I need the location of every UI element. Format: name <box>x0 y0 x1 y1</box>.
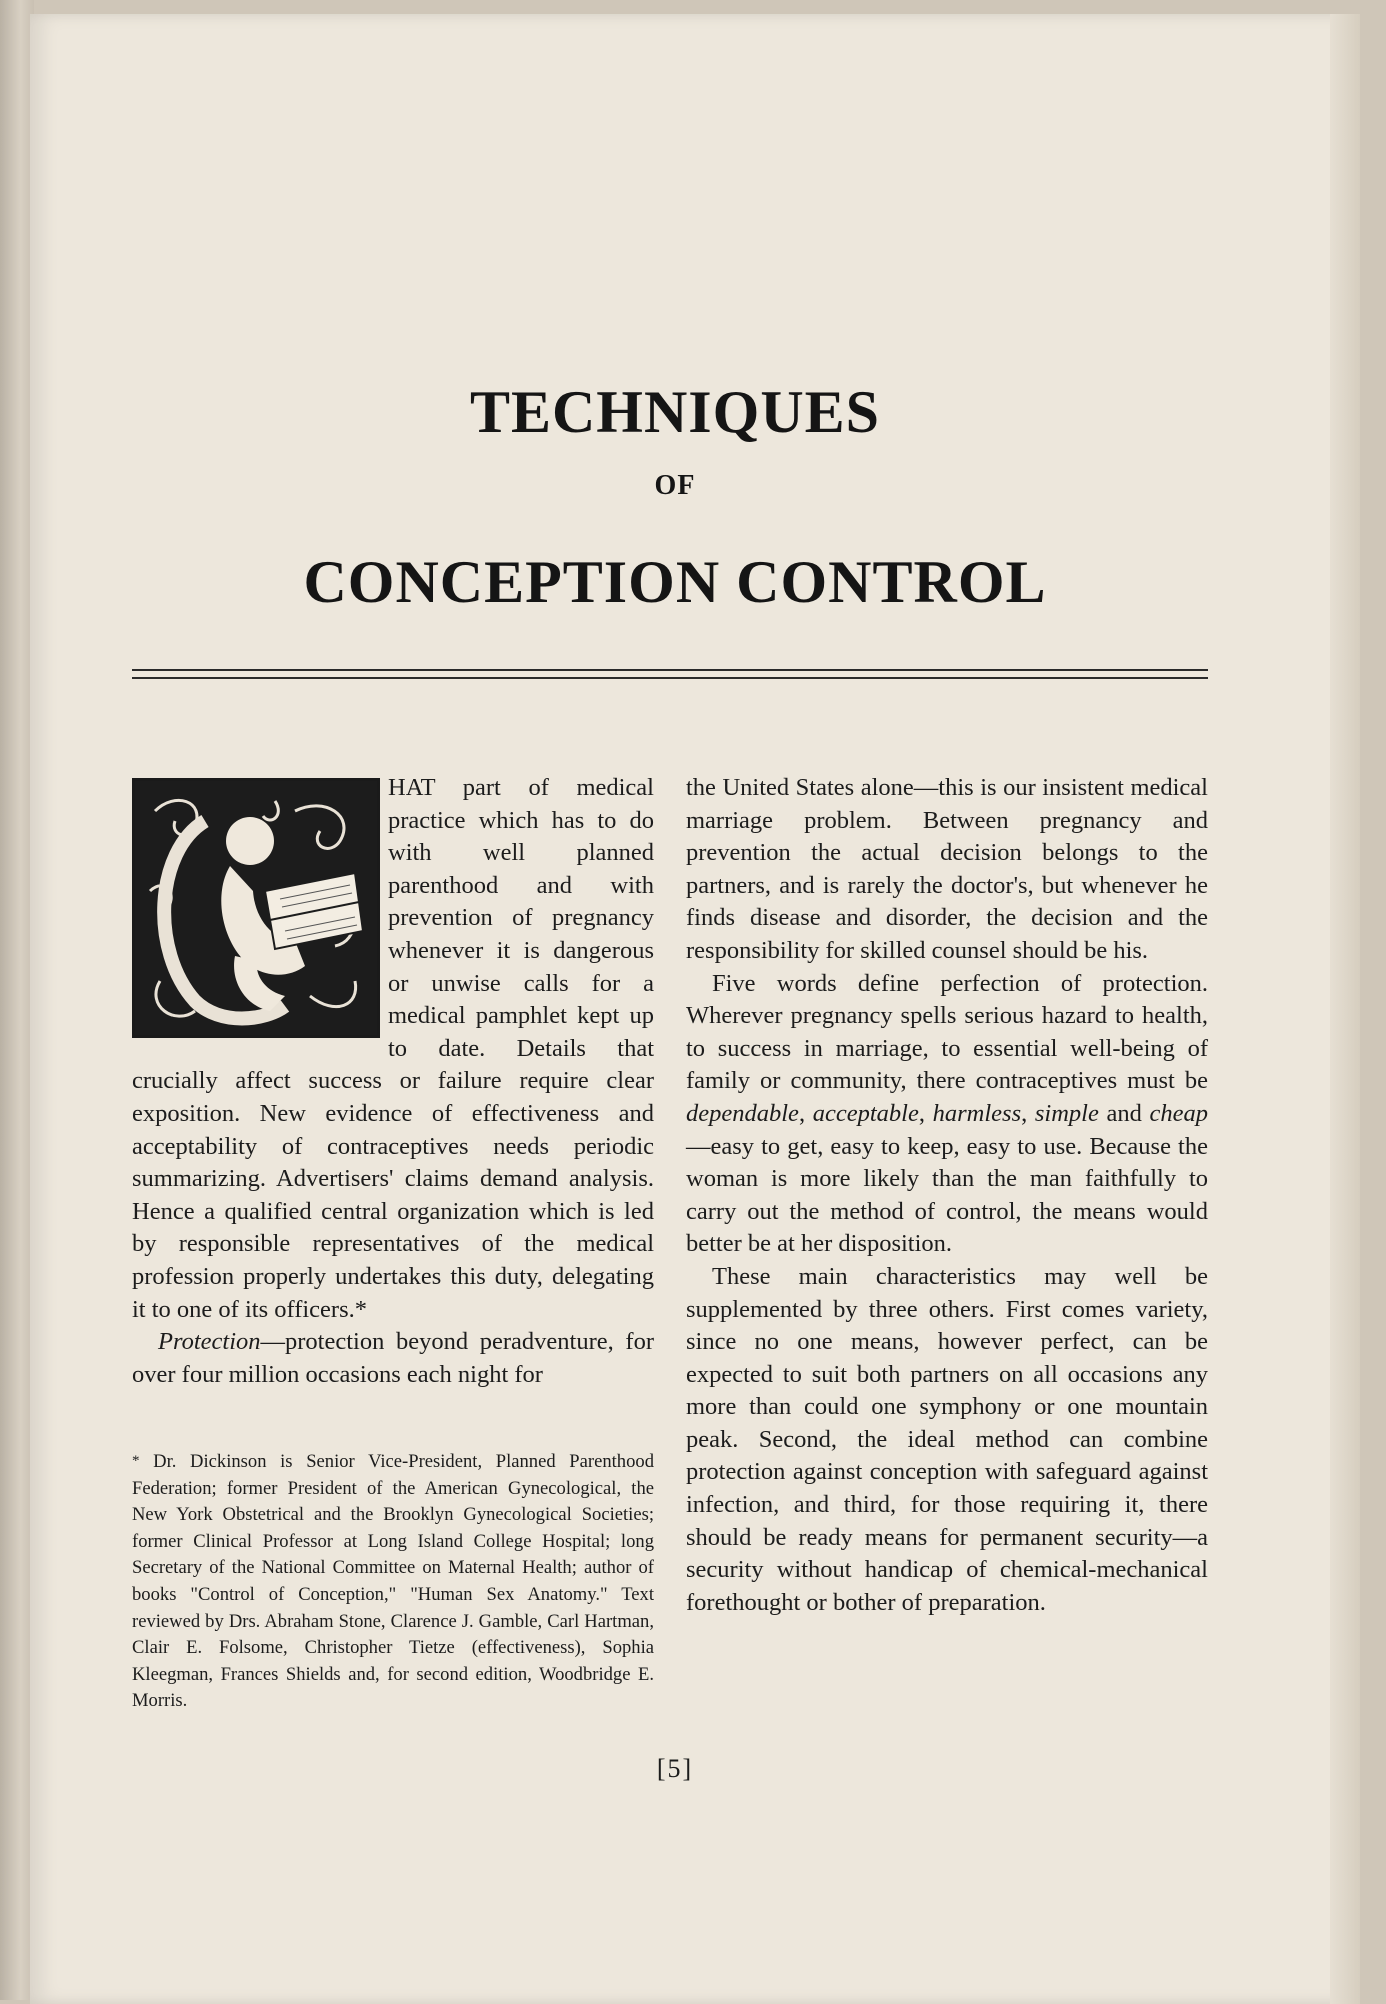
title-rule-top <box>132 669 1208 671</box>
right-column <box>686 772 1208 1619</box>
title-line-2: OF <box>654 470 696 501</box>
protection-label: Protection <box>158 1328 261 1356</box>
protection-text: —protection beyond peradventure, for over four million occasions each night for <box>132 1328 654 1388</box>
left-column <box>132 772 654 1391</box>
paragraph-five-words: Five words define perfection of protection. Wherever pregnancy spells serious hazard to health, to success in marriage, to essential well-being of family or community, there contraceptives must be dependable, acceptable, harmless, simple and cheap—easy to get, easy to keep, easy to use. Because the woman is more likely than the man faithfully to carry out the method of control, the means would better be at her disposition. <box>686 969 1209 1258</box>
illuminated-initial-w <box>132 778 380 1038</box>
book-spine <box>0 0 34 2000</box>
page-edge <box>1330 14 1360 2004</box>
word-harmless: harmless <box>932 1099 1022 1127</box>
opening-paragraph: HAT part of medical practice which has to do with well planned parenthood and with prevention of pregnancy whenever it is dangerous or unwise calls for a medical pamphlet kept up to date. Details that crucially affect success or failure require clear exposition. New evidence of effectiveness and acceptability of contraceptives needs periodic summarizing. Advertisers' claims demand analysis. Hence a qualified central organization which is led by responsible representatives of the medical profession properly undertakes this duty, delegating it to one of its officers.* <box>132 774 654 1323</box>
word-simple: simple <box>1034 1099 1099 1127</box>
title-line-3: CONCEPTION CONTROL <box>303 549 1047 615</box>
word-acceptable: acceptable <box>812 1099 919 1127</box>
paragraph-characteristics: These main characteristics may well be supplemented by three others. First comes variety, since no one means, however perfect, can be expected to suit both partners on all occasions any more than could one symphony or one mountain peak. Second, the ideal method can combine protection against conception with safeguard against infection, and third, for those requiring it, there should be ready means for permanent security—a security without handicap of chemical-mechanical forethought or bother of preparation. <box>686 1262 1208 1616</box>
footnote <box>132 1448 654 1715</box>
footnote-mark: * <box>132 1453 140 1469</box>
footnote-text: Dr. Dickinson is Senior Vice-President, Planned Parenthood Federation; former President of the American Gynecological, the New York Obstetrical and the Brooklyn Gynecological Societies; former Clinical Professor at Long Island College Hospital; long Secretary of the National Committee on Maternal Health; author of books "Control of Conception," "Human Sex Anatomy." Text reviewed by Drs. Abraham Stone, Clarence J. Gamble, Carl Hartman, Clair E. Folsome, Christopher Tietze (effectiveness), Sophia Kleegman, Frances Shields and, for second edition, Woodbridge E. Morris. <box>132 1451 654 1712</box>
paragraph-continued: the United States alone—this is our insistent medical marriage problem. Between pregnancy and prevention the actual decision belongs to the partners, and is rarely the doctor's, but whenever he finds disease and disorder, the decision and the responsibility for skilled counsel should be his. <box>686 774 1208 964</box>
word-dependable: dependable <box>686 1099 799 1127</box>
title-rule-bottom <box>132 677 1208 679</box>
page-number: [5] <box>656 1754 694 1783</box>
title-line-1: TECHNIQUES <box>469 379 881 445</box>
word-cheap: cheap <box>1149 1099 1209 1127</box>
